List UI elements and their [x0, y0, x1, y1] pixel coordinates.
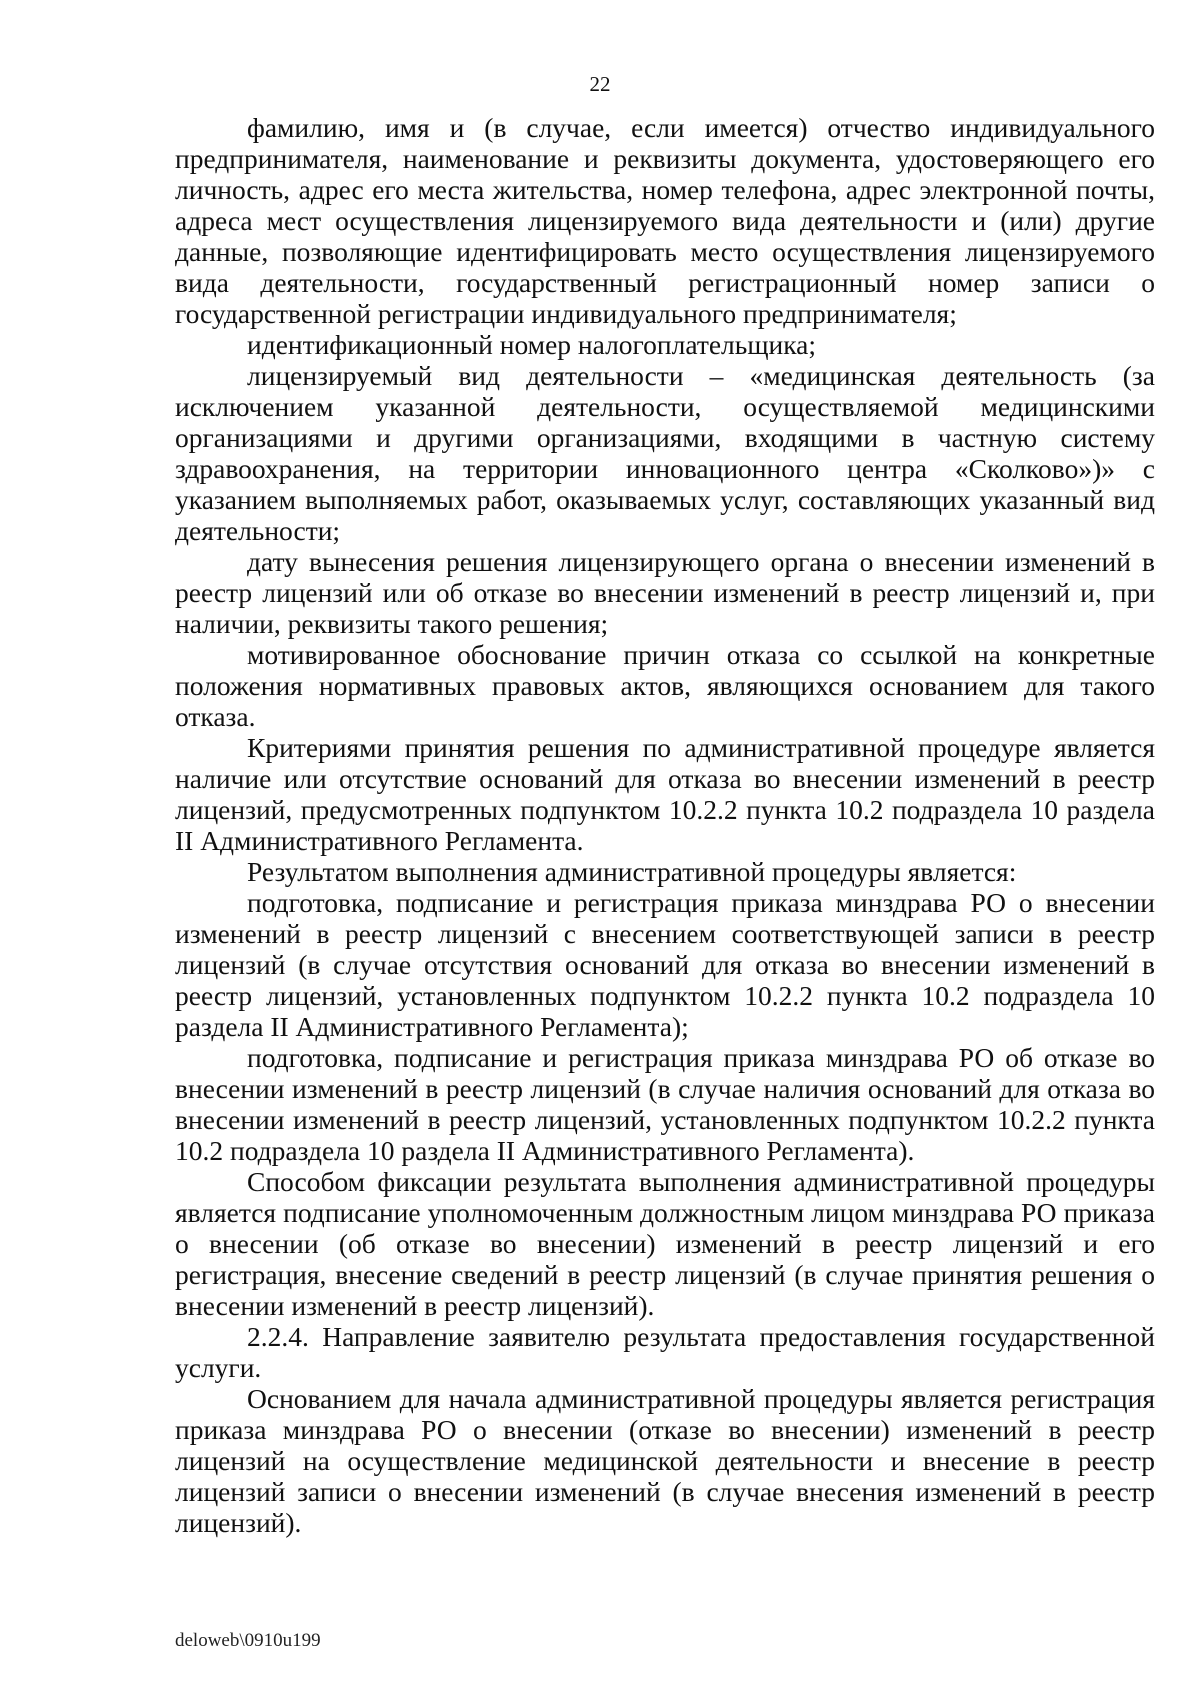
paragraph: лицензируемый вид деятельности – «медицинская деятельность (за исключением указанной деятельности, осуществляемой медицинскими организациями и другими организациями, входящими в частную систему здравоохранения, на территории инновационного центра «Сколково»)» с указанием выполняемых работ, оказываемых услуг, составляющих указанный вид деятельности;	[175, 360, 1155, 546]
paragraph: идентификационный номер налогоплательщика;	[247, 329, 817, 360]
document-body	[175, 112, 1155, 1538]
paragraph: дату вынесения решения лицензирующего органа о внесении изменений в реестр лицензий или об отказе во внесении изменений в реестр лицензий и, при наличии, реквизиты такого решения;	[175, 546, 1155, 639]
paragraph: Критериями принятия решения по административной процедуре является наличие или отсутствие оснований для отказа во внесении изменений в реестр лицензий, предусмотренных подпунктом 10.2.2 пункта 10.2 подраздела 10 раздела II Административного Регламента.	[175, 732, 1155, 856]
section-heading-paragraph: 2.2.4. Направление заявителю результата предоставления государственной услуги.	[175, 1321, 1155, 1383]
paragraph: мотивированное обоснование причин отказа со ссылкой на конкретные положения нормативных правовых актов, являющихся основанием для такого отказа.	[175, 639, 1155, 732]
page-number: 22	[589, 72, 611, 96]
paragraph: Результатом выполнения административной процедуры является:	[247, 856, 1017, 887]
paragraph: фамилию, имя и (в случае, если имеется) отчество индивидуального предпринимателя, наименование и реквизиты документа, удостоверяющего его личность, адрес его места жительства, номер телефона, адрес электронной почты, адреса мест осуществления лицензируемого вида деятельности и (или) другие данные, позволяющие идентифицировать место осуществления лицензируемого вида деятельности, государственный регистрационный номер записи о государственной регистрации индивидуального предпринимателя;	[175, 112, 1155, 329]
paragraph: Способом фиксации результата выполнения административной процедуры является подписание уполномоченным должностным лицом минздрава РО приказа о внесении (об отказе во внесении) изменений в реестр лицензий и его регистрация, внесение сведений в реестр лицензий (в случае принятия решения о внесении изменений в реестр лицензий).	[175, 1166, 1155, 1321]
paragraph: Основанием для начала административной процедуры является регистрация приказа минздрава РО о внесении (отказе во внесении) изменений в реестр лицензий на осуществление медицинской деятельности и внесение в реестр лицензий записи о внесении изменений (в случае внесения изменений в реестр лицензий).	[175, 1383, 1155, 1538]
document-footer-code: deloweb\0910u199	[175, 1630, 321, 1651]
paragraph: подготовка, подписание и регистрация приказа минздрава РО о внесении изменений в реестр лицензий с внесением соответствующей записи в реестр лицензий (в случае отсутствия оснований для отказа во внесении изменений в реестр лицензий, установленных подпунктом 10.2.2 пункта 10.2 подраздела 10 раздела II Административного Регламента);	[175, 887, 1155, 1042]
paragraph: подготовка, подписание и регистрация приказа минздрава РО об отказе во внесении изменений в реестр лицензий (в случае наличия оснований для отказа во внесении изменений в реестр лицензий, установленных подпунктом 10.2.2 пункта 10.2 подраздела 10 раздела II Административного Регламента).	[175, 1042, 1155, 1166]
